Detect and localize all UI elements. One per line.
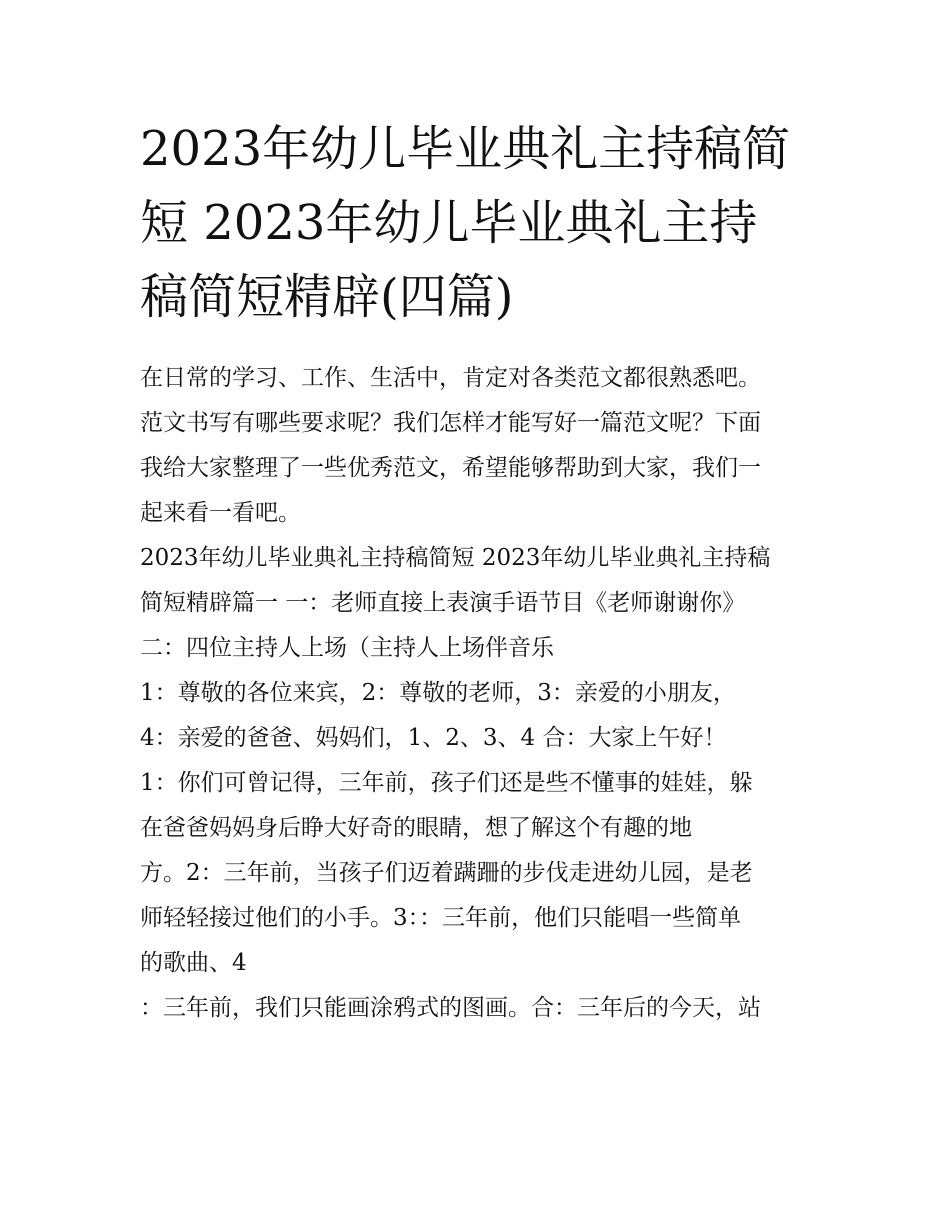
body-line: 二：四位主持人上场（主持人上场伴音乐	[140, 635, 554, 661]
body-line: 方。2：三年前，当孩子们迈着蹒跚的步伐走进幼儿园，是老	[140, 860, 753, 886]
title-line-1: 2023年幼儿毕业典礼主持稿简	[140, 121, 791, 177]
title-line-2: 短 2023年幼儿毕业典礼主持	[140, 195, 758, 251]
document-title	[140, 112, 840, 334]
body-line: 师轻轻接过他们的小手。3：：三年前，他们只能唱一些简单	[140, 905, 742, 931]
body-line: 简短精辟篇一 一：老师直接上表演手语节目《老师谢谢你》	[140, 590, 746, 616]
body-line: 范文书写有哪些要求呢？我们怎样才能写好一篇范文呢？下面	[140, 410, 761, 436]
body-line: 1：你们可曾记得，三年前，孩子们还是些不懂事的娃娃，躲	[140, 770, 753, 796]
body-line: 起来看一看吧。	[140, 500, 301, 526]
body-line: 4：亲爱的爸爸、妈妈们，1、2、3、4 合：大家上午好！	[140, 725, 727, 751]
body-line: 的歌曲、4	[140, 950, 247, 976]
body-line: 在爸爸妈妈身后睁大好奇的眼睛，想了解这个有趣的地	[140, 815, 692, 841]
body-line: 1：尊敬的各位来宾，2：尊敬的老师，3：亲爱的小朋友，	[140, 680, 736, 706]
body-line: 2023年幼儿毕业典礼主持稿简短 2023年幼儿毕业典礼主持稿	[140, 545, 771, 571]
document-body	[140, 356, 830, 1031]
body-line: 在日常的学习、工作、生活中，肯定对各类范文都很熟悉吧。	[140, 365, 761, 391]
title-line-3: 稿简短精辟(四篇)	[140, 269, 514, 325]
body-line: 我给大家整理了一些优秀范文，希望能够帮助到大家，我们一	[140, 455, 761, 481]
body-line: ：三年前，我们只能画涂鸦式的图画。合：三年后的今天，站	[140, 995, 761, 1021]
